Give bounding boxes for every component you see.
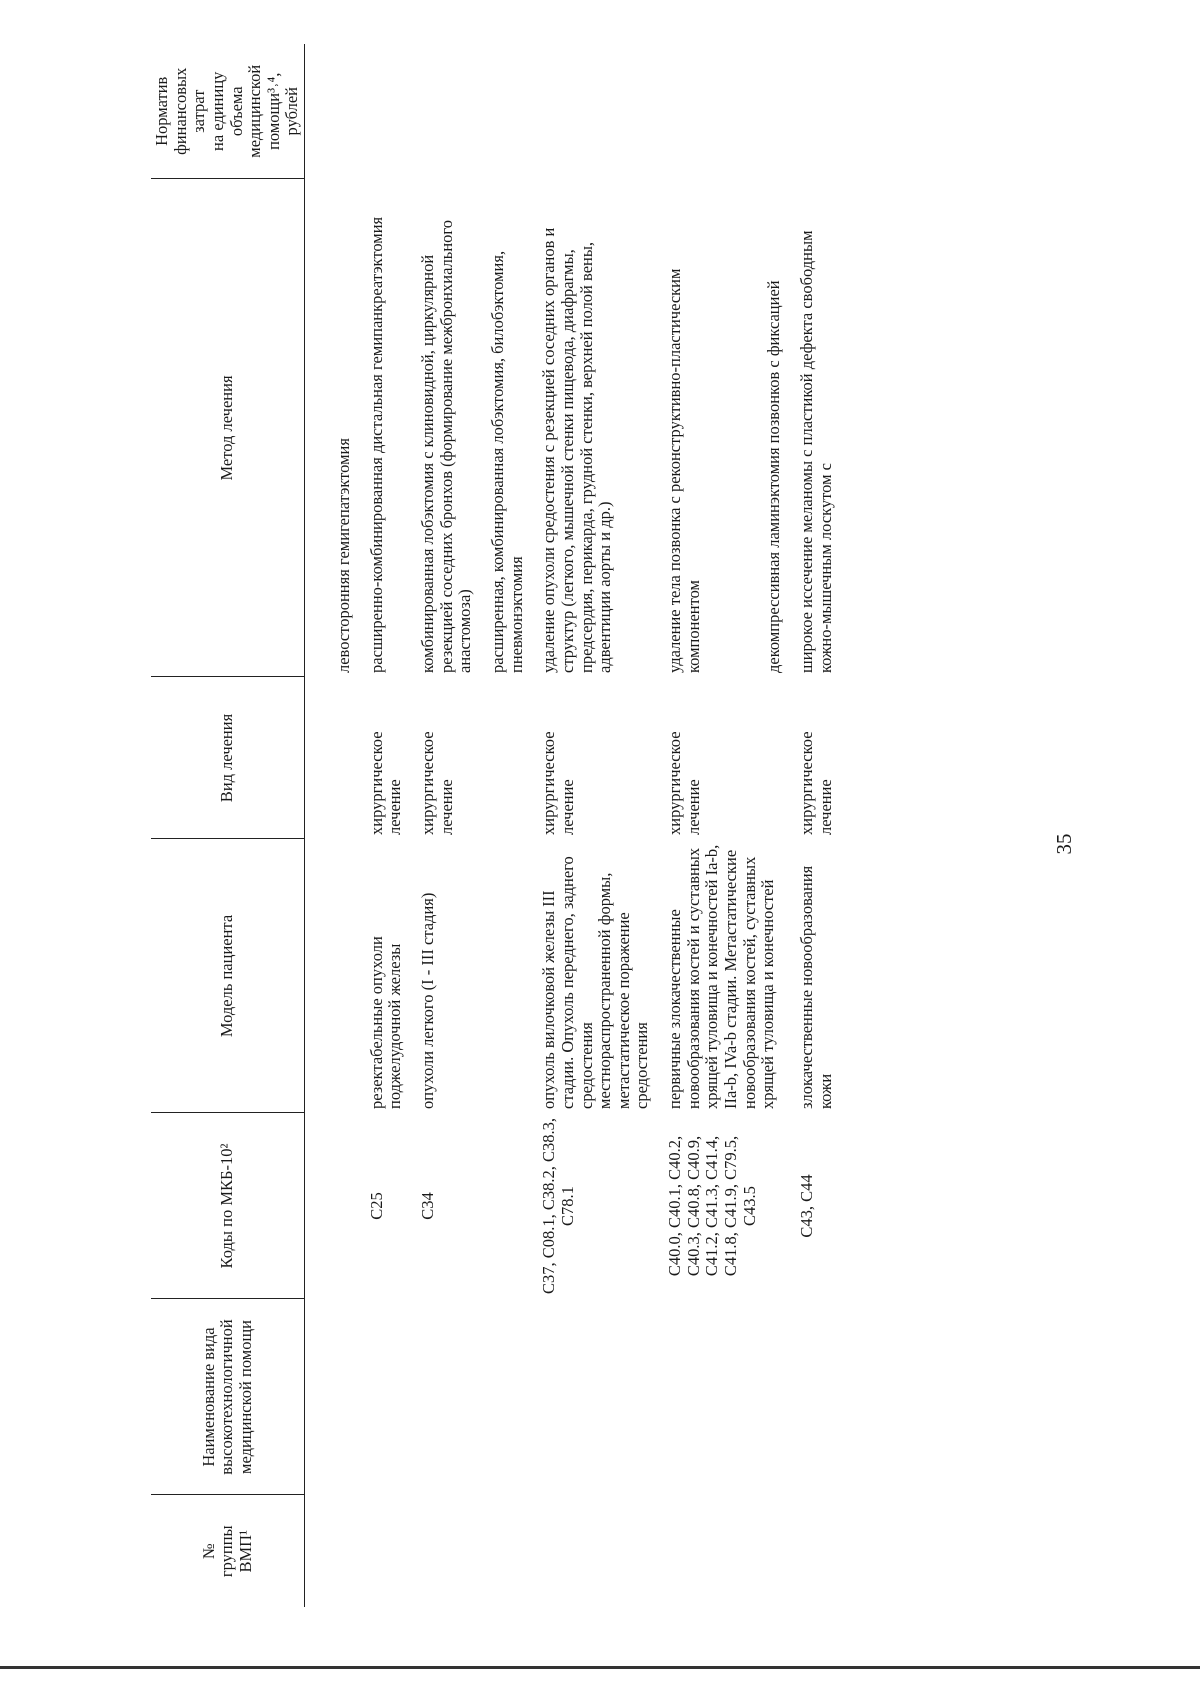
vmp-table bbox=[151, 44, 849, 1607]
method-entry: декомпрессивная ламинэктомия позвонков с фиксацией bbox=[764, 280, 784, 673]
row-model bbox=[335, 839, 368, 1113]
row-methods bbox=[368, 179, 419, 677]
row-codes: C25 bbox=[366, 1192, 386, 1220]
table-row bbox=[798, 44, 849, 1607]
header-name: Наименование вида высокотехнологичной медицинской помощи bbox=[151, 1299, 305, 1495]
row-codes: C40.0, C40.1, C40.2, C40.3, C40.8, C40.9, C41.2, C41.3, C41.4, C41.8, C41.9, C79.5, C43.5 bbox=[665, 1135, 759, 1277]
row-model: опухоль вилочковой железы III стадии. Опухоль переднего, заднего средостения местнораспространенной формы, метастатическое поражение средостения bbox=[539, 856, 652, 1109]
row-methods bbox=[798, 179, 849, 677]
method-entry: комбинированная лобэктомия с клиновидной, циркулярной резекцией соседних бронхов (формирование межбронхиального анастомоза) bbox=[418, 219, 475, 673]
row-type: хирургическое лечение bbox=[539, 731, 577, 835]
method-entry: широкое иссечение меланомы с пластикой дефекта свободным кожно-мышечным лоскутом с bbox=[797, 230, 835, 673]
row-type: хирургическое лечение bbox=[418, 731, 456, 835]
header-method: Метод лечения bbox=[151, 179, 305, 677]
row-methods bbox=[419, 179, 540, 677]
row-type: хирургическое лечение bbox=[665, 731, 703, 835]
row-methods bbox=[540, 179, 666, 677]
table-row bbox=[419, 44, 540, 1607]
table-row bbox=[368, 44, 419, 1607]
row-codes: C34 bbox=[418, 1192, 438, 1220]
header-type: Вид лечения bbox=[151, 677, 305, 839]
row-type: хирургическое лечение bbox=[366, 731, 405, 835]
header-codes: Коды по МКБ-10² bbox=[151, 1113, 305, 1299]
row-model: злокачественные новообразования кожи bbox=[797, 865, 835, 1109]
row-methods bbox=[666, 179, 798, 677]
method-entry: расширенно-комбинированная дистальная гемипанкреатэктомия bbox=[366, 216, 386, 673]
header-group: № группы ВМП¹ bbox=[151, 1495, 305, 1607]
row-methods bbox=[335, 179, 368, 677]
row-codes: C37, C08.1, C38.2, C38.3, C78.1 bbox=[539, 1117, 577, 1295]
table-row bbox=[540, 44, 666, 1607]
header-model: Модель пациента bbox=[151, 839, 305, 1113]
row-model: первичные злокачественные новообразования костей и суставных хрящей туловища и конечностей Ia-b, IIa-b, IVa-b стадии. Метастатические новообразования костей, суставных хрящей туловища и конечностей bbox=[665, 844, 778, 1109]
page-number: 35 bbox=[1052, 833, 1076, 855]
method-entry: удаление опухоли средостения с резекцией соседних органов и структур (легкого, мышечной стенки пищевода, диафрагмы, предсердия, перикарда, грудной стенки, верхней полой вены, адвентиции аорты и др.) bbox=[539, 227, 615, 673]
table-row bbox=[666, 44, 798, 1607]
page-edge-rule bbox=[0, 1666, 1200, 1669]
row-model: резектабельные опухоли поджелудочной железы bbox=[366, 936, 405, 1109]
method-entry: удаление тела позвонка с реконструктивно-пластическим компонентом bbox=[665, 268, 703, 673]
table-header-row bbox=[151, 44, 305, 1607]
method-entry: левосторонняя гемигепатэктомия bbox=[334, 438, 354, 673]
spacer-row bbox=[305, 44, 336, 1607]
row-type bbox=[335, 677, 368, 839]
method-entry: расширенная, комбинированная лобэктомия, билобэктомия, пневмонэктомия bbox=[487, 250, 526, 673]
table-row bbox=[335, 44, 368, 1607]
row-model: опухоли легкого (I - III стадия) bbox=[418, 892, 438, 1109]
row-codes bbox=[335, 1113, 368, 1299]
row-codes: C43, C44 bbox=[797, 1174, 817, 1238]
row-type: хирургическое лечение bbox=[797, 731, 835, 835]
header-cost: Норматив финансовых затрат на единицу объема медицинской помощи³˒⁴, рублей bbox=[151, 44, 305, 179]
